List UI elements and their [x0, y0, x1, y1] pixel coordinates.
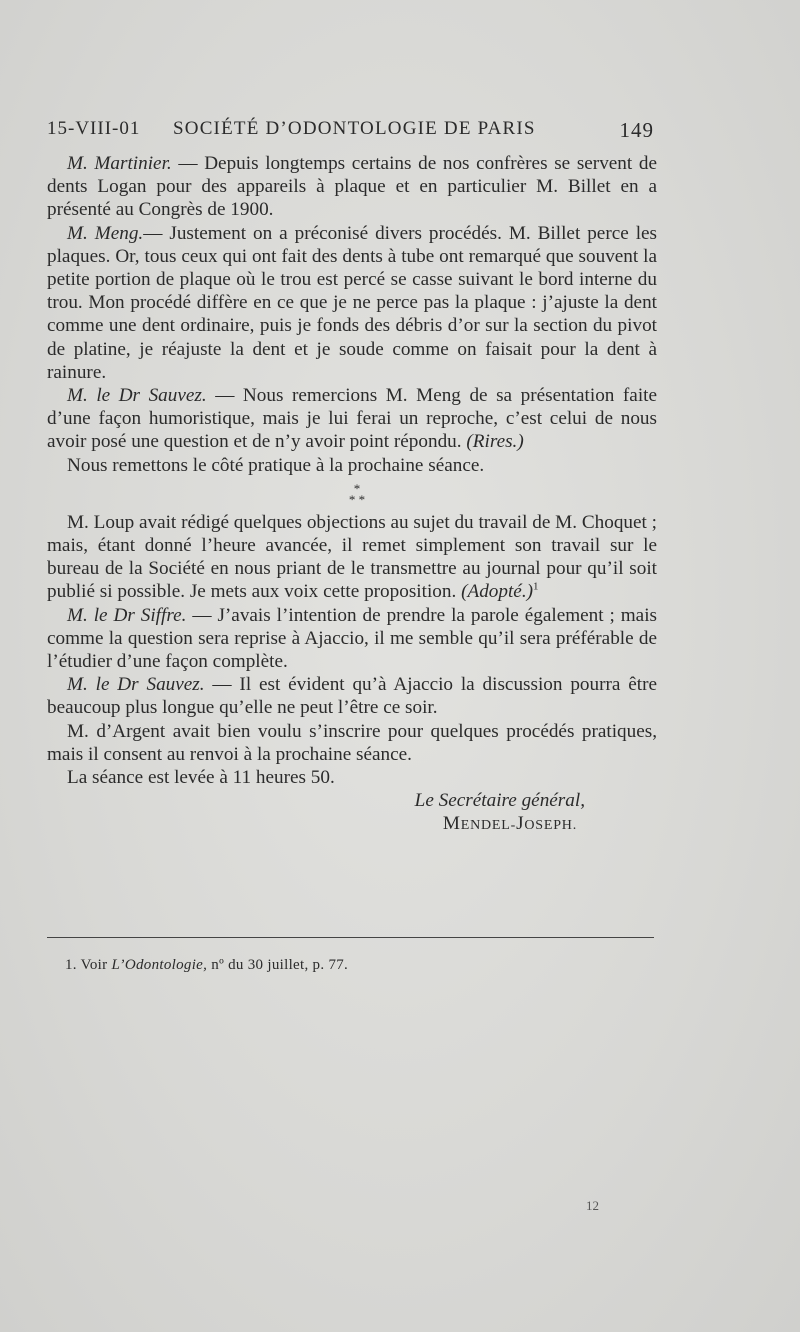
aside: (Rires.) [466, 431, 524, 453]
page-number: 149 [619, 118, 654, 142]
paragraph: M. Loup avait rédigé quelques objections au sujet du travail de M. Choquet ; mais, étant donné l’heure avancée, il remet simplement son travail sur le bureau de la Société en nous priant de le transmettre au journal pour qu’il soit publié si possible. Je mets aux voix cette proposition. (Adopté.)$^1$ [47, 511, 657, 603]
paragraph: La séance est levée à 11 heures 50. [67, 767, 335, 789]
body-text [47, 152, 657, 838]
header-title: SOCIÉTÉ D’ODONTOLOGIE DE PARIS [173, 118, 536, 139]
signature-name: MENDEL-JOSEPH. [442, 813, 577, 835]
speaker: M. le Dr Sauvez. [67, 385, 207, 407]
paragraph: M. Martinier. — Depuis longtemps certains de nos confrères se servent de dents Logan pour des appareils à plaque et en particulier M. Billet en a présenté au Congrès de 1900. [47, 153, 657, 221]
paragraph: M. Meng.— Justement on a préconisé divers procédés. M. Billet perce les plaques. Or, tous ceux qui ont fait des dents à tube ont remarqué que souvent la petite portion de plaque où le trou est percé se casse suivant le bord interne du trou. Mon procédé diffère en ce que je ne perce pas la plaque : j’ajuste la dent comme une dent ordinaire, puis je fonds des débris d’or sur la section du pivot de platine, je réajuste la dent et je soude comme on faisait pour la dent à rainure. [47, 222, 658, 383]
signature-role: Le Secrétaire général, [414, 790, 585, 812]
signature-mark: 12 [586, 1198, 599, 1213]
speaker: M. le Dr Siffre. [67, 604, 187, 626]
speaker: M. Meng. [67, 222, 144, 244]
footnote-ref: 1 [533, 581, 539, 594]
paragraph: M. d’Argent avait bien voulu s’inscrire pour quelques procédés pratiques, mais il consent au renvoi à la prochaine séance. [47, 720, 657, 765]
paragraph: M. le Dr Sauvez. — Il est évident qu’à Ajaccio la discussion pourra être beaucoup plus longue qu’elle ne peut l’être ce soir. [47, 674, 658, 719]
header-date: 15-VIII-01 [47, 118, 141, 139]
speaker: M. Martinier. [67, 153, 172, 174]
aside: (Adopté.) [461, 581, 534, 603]
footnote-rule [47, 937, 654, 938]
section-separator: * * * [348, 480, 366, 507]
paragraph: M. le Dr Siffre. — J’avais l’intention de prendre la parole également ; mais comme la question sera reprise à Ajaccio, il me semble qu’il sera préférable de l’étudier d’une façon complète. [47, 604, 658, 673]
footnote: 1. Voir L’Odontologie, nº du 30 juillet, p. 77. [65, 957, 349, 973]
paragraph: M. le Dr Sauvez. — Nous remercions M. Meng de sa présentation faite d’une façon humoristique, mais je lui ferai un reproche, c’est celui de nous avoir posé une question et de n’y avoir point répondu. (Rires.) [47, 385, 658, 453]
speaker: M. le Dr Sauvez. [67, 674, 205, 696]
paragraph: Nous remettons le côté pratique à la prochaine séance. [67, 454, 485, 476]
journal-title: L’Odontologie, [111, 957, 208, 973]
